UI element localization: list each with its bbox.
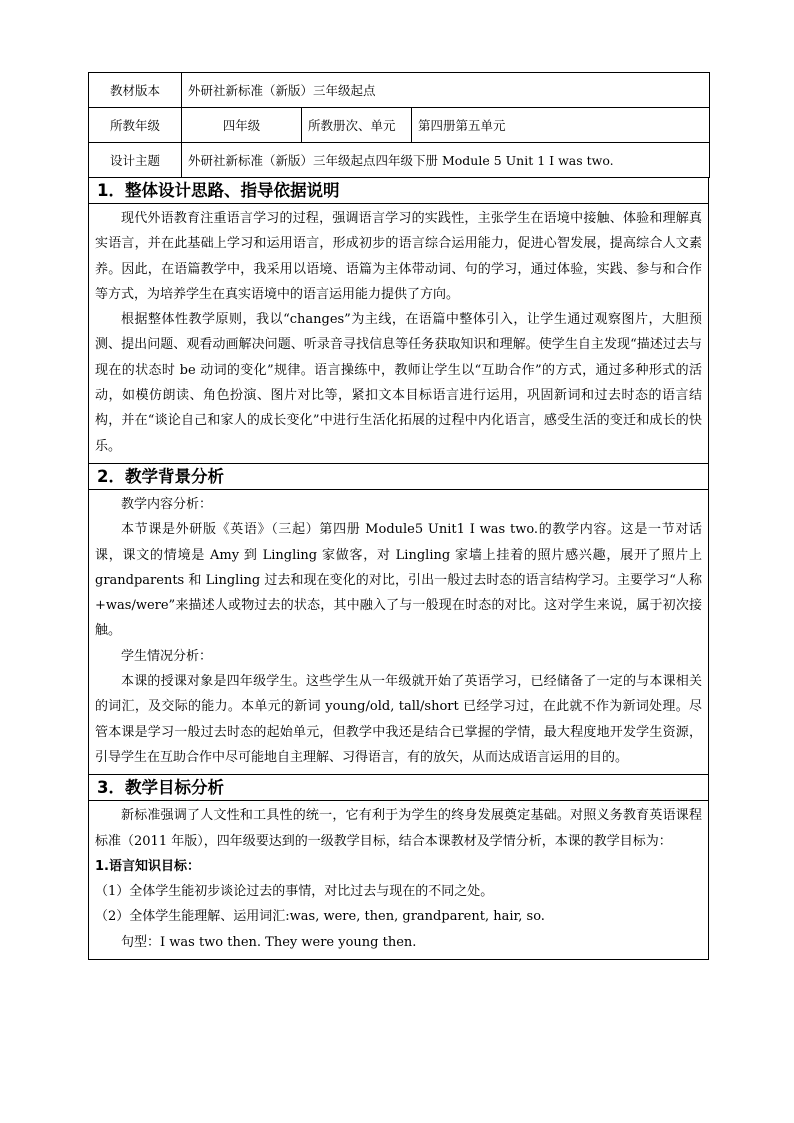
lesson-plan-page xyxy=(88,72,709,960)
volume-value: 第四册第五单元 xyxy=(412,108,710,143)
edition-value: 外研社新标准（新版）三年级起点 xyxy=(182,73,710,108)
theme-value: 外研社新标准（新版）三年级起点四年级下册 Module 5 Unit 1 I was two. xyxy=(182,143,710,178)
theme-label: 设计主题 xyxy=(89,143,182,178)
objective-item: （2）全体学生能理解、运用词汇:was, were, then, grandparent, hair, so. xyxy=(95,909,545,925)
volume-label: 所教册次、单元 xyxy=(302,108,412,143)
objective-item: （1）全体学生能初步谈论过去的事情，对比过去与现在的不同之处。 xyxy=(95,884,494,900)
section-design-rationale xyxy=(88,178,709,464)
paragraph: 现代外语教育注重语言学习的过程，强调语言学习的实践性，主张学生在语境中接触、体验和理解真实语言，并在此基础上学习和运用语言，形成初步的语言综合运用能力，促进心智发展，提高综合人文素养。因此，在语篇教学中，我采用以语境、语篇为主体带动词、句的学习，通过体验，实践、参与和合作等方式，为培养学生在真实语境中的语言运用能力提供了方向。 xyxy=(95,211,702,302)
subheading: 学生情况分析： xyxy=(121,648,213,664)
section-title: 3．教学目标分析 xyxy=(89,775,708,801)
paragraph: 本节课是外研版《英语》（三起）第四册 Module5 Unit1 I was two.的教学内容。这是一节对话课，课文的情境是 Amy 到 Lingling 家做客，对 Lingling 家墙上挂着的照片感兴趣，展开了照片上 grandparents 和 Lingling 过去和现在变化的对比，引出一般过去时态的语言结构学习。主要学习“人称+was/were”来描述人或物过去的状态，其中融入了与一般现在时态的对比。这对学生来说，属于初次接触。 xyxy=(95,522,702,639)
objective-heading: 1.语言知识目标： xyxy=(95,858,200,874)
subheading: 教学内容分析： xyxy=(121,496,213,512)
grade-value: 四年级 xyxy=(182,108,302,143)
meta-table xyxy=(88,72,710,178)
paragraph: 新标准强调了人文性和工具性的统一，它有利于为学生的终身发展奠定基础。对照义务教育英语课程标准（2011 年版），四年级要达到的一级教学目标，结合本课教材及学情分析，本课的教学目标为： xyxy=(95,808,702,849)
edition-label: 教材版本 xyxy=(89,73,182,108)
grade-row xyxy=(89,108,710,143)
section-teaching-background xyxy=(88,464,709,775)
grade-label: 所教年级 xyxy=(89,108,182,143)
section-title: 2．教学背景分析 xyxy=(89,464,708,490)
edition-row xyxy=(89,73,710,108)
paragraph: 根据整体性教学原则，我以“changes”为主线，在语篇中整体引入，让学生通过观察图片，大胆预测、提出问题、观看动画解决问题、听录音寻找信息等任务获取知识和理解。使学生自主发现“描述过去与现在的状态时 be 动词的变化”规律。语言操练中，教师让学生以“互助合作”的方式，通过多种形式的活动，如模仿朗读、角色扮演、图片对比等，紧扣文本目标语言进行运用，巩固新词和过去时态的语言结构，并在“谈论自己和家人的成长变化”中进行生活化拓展的过程中内化语言，感受生活的变迁和成长的快乐。 xyxy=(95,312,702,454)
theme-row xyxy=(89,143,710,178)
section-teaching-objectives xyxy=(88,775,709,960)
section-title: 1．整体设计思路、指导依据说明 xyxy=(89,178,708,204)
sentence-pattern: 句型：I was two then. They were young then. xyxy=(121,934,417,950)
paragraph: 本课的授课对象是四年级学生。这些学生从一年级就开始了英语学习，已经储备了一定的与本课相关的词汇，及交际的能力。本单元的新词 young/old, tall/short 已经学习过，在此就不作为新词处理。尽管本课是学习一般过去时态的起始单元，但教学中我还是结合已掌握的学情，最大程度地开发学生资源，引导学生在互助合作中尽可能地自主理解、习得语言，有的放矢，从而达成语言运用的目的。 xyxy=(95,674,702,765)
